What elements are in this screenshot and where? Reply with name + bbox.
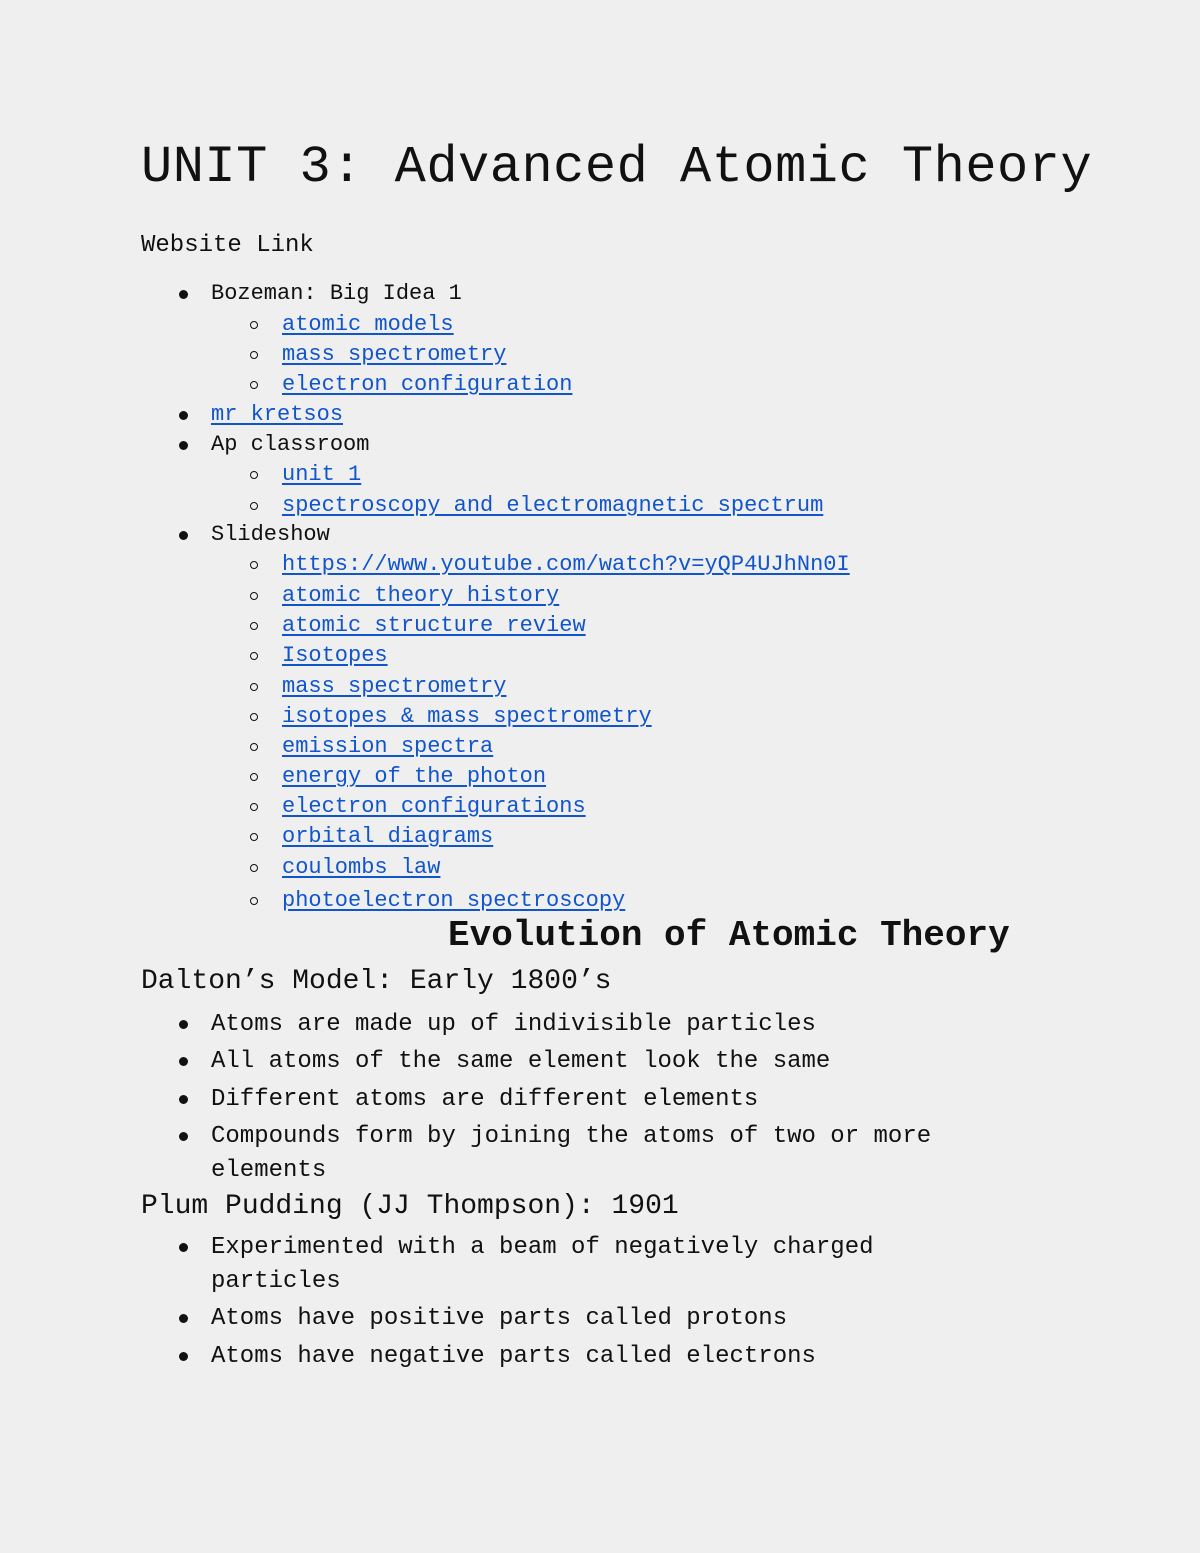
link-isotopes-mass-spectrometry[interactable]: isotopes & mass spectrometry xyxy=(282,704,652,729)
sub-bullet xyxy=(250,743,258,751)
plum-pudding-heading: Plum Pudding (JJ Thompson): 1901 xyxy=(141,1191,679,1222)
page-title: UNIT 3: Advanced Atomic Theory xyxy=(141,138,1093,197)
sub-bullet xyxy=(250,713,258,721)
sub-bullet xyxy=(250,864,258,872)
plum-item: Atoms have positive parts called protons xyxy=(211,1305,788,1332)
bullet xyxy=(179,1132,188,1141)
link-atomic-theory-history[interactable]: atomic theory history xyxy=(282,583,560,608)
dalton-item: All atoms of the same element look the same xyxy=(211,1048,831,1075)
link-photoelectron-spectroscopy[interactable]: photoelectron spectroscopy xyxy=(282,888,626,913)
dalton-heading: Dalton’s Model: Early 1800’s xyxy=(141,966,612,997)
sub-bullet xyxy=(250,502,258,510)
link-energy-of-the-photon[interactable]: energy of the photon xyxy=(282,764,547,789)
bozeman-label: Bozeman: Big Idea 1 xyxy=(211,281,462,306)
link-coulombs-law[interactable]: coulombs law xyxy=(282,855,441,880)
link-orbital-diagrams[interactable]: orbital diagrams xyxy=(282,824,494,849)
bullet xyxy=(179,441,188,450)
link-mass-spectrometry-2[interactable]: mass spectrometry xyxy=(282,674,507,699)
sub-bullet xyxy=(250,803,258,811)
link-electron-configuration[interactable]: electron configuration xyxy=(282,372,573,397)
bullet xyxy=(179,1020,188,1029)
sub-bullet xyxy=(250,652,258,660)
link-unit-1[interactable]: unit 1 xyxy=(282,462,362,487)
link-atomic-structure-review[interactable]: atomic structure review xyxy=(282,613,586,638)
link-atomic-models[interactable]: atomic models xyxy=(282,312,454,337)
sub-bullet xyxy=(250,683,258,691)
plum-item: Atoms have negative parts called electrons xyxy=(211,1343,816,1370)
sub-bullet xyxy=(250,351,258,359)
bullet xyxy=(179,1057,188,1066)
link-emission-spectra[interactable]: emission spectra xyxy=(282,734,494,759)
bullet xyxy=(179,531,188,540)
link-mr-kretsos[interactable]: mr kretsos xyxy=(211,402,344,427)
sub-bullet xyxy=(250,381,258,389)
dalton-item: Compounds form by joining the atoms of two or more elements xyxy=(211,1123,932,1184)
bullet xyxy=(179,1095,188,1104)
link-electron-configurations[interactable]: electron configurations xyxy=(282,794,586,819)
sub-bullet xyxy=(250,592,258,600)
dalton-item: Atoms are made up of indivisible particles xyxy=(211,1011,816,1038)
ap-classroom-label: Ap classroom xyxy=(211,432,370,457)
sub-bullet xyxy=(250,471,258,479)
bullet xyxy=(179,1314,188,1323)
sub-bullet xyxy=(250,833,258,841)
link-isotopes[interactable]: Isotopes xyxy=(282,643,388,668)
sub-bullet xyxy=(250,321,258,329)
bullet xyxy=(179,290,188,299)
evolution-heading: Evolution of Atomic Theory xyxy=(448,915,1010,956)
sub-bullet xyxy=(250,773,258,781)
dalton-item: Different atoms are different elements xyxy=(211,1086,759,1113)
sub-bullet xyxy=(250,897,258,905)
plum-item: Experimented with a beam of negatively charged particles xyxy=(211,1234,874,1295)
sub-bullet xyxy=(250,622,258,630)
link-mass-spectrometry[interactable]: mass spectrometry xyxy=(282,342,507,367)
bullet xyxy=(179,1352,188,1361)
bullet xyxy=(179,1243,188,1252)
sub-bullet xyxy=(250,561,258,569)
website-link-label: Website Link xyxy=(141,232,314,259)
bullet xyxy=(179,411,188,420)
link-spectroscopy[interactable]: spectroscopy and electromagnetic spectrum xyxy=(282,493,824,518)
slideshow-label: Slideshow xyxy=(211,522,330,547)
link-youtube[interactable]: https://www.youtube.com/watch?v=yQP4UJhNn0I xyxy=(282,552,850,577)
